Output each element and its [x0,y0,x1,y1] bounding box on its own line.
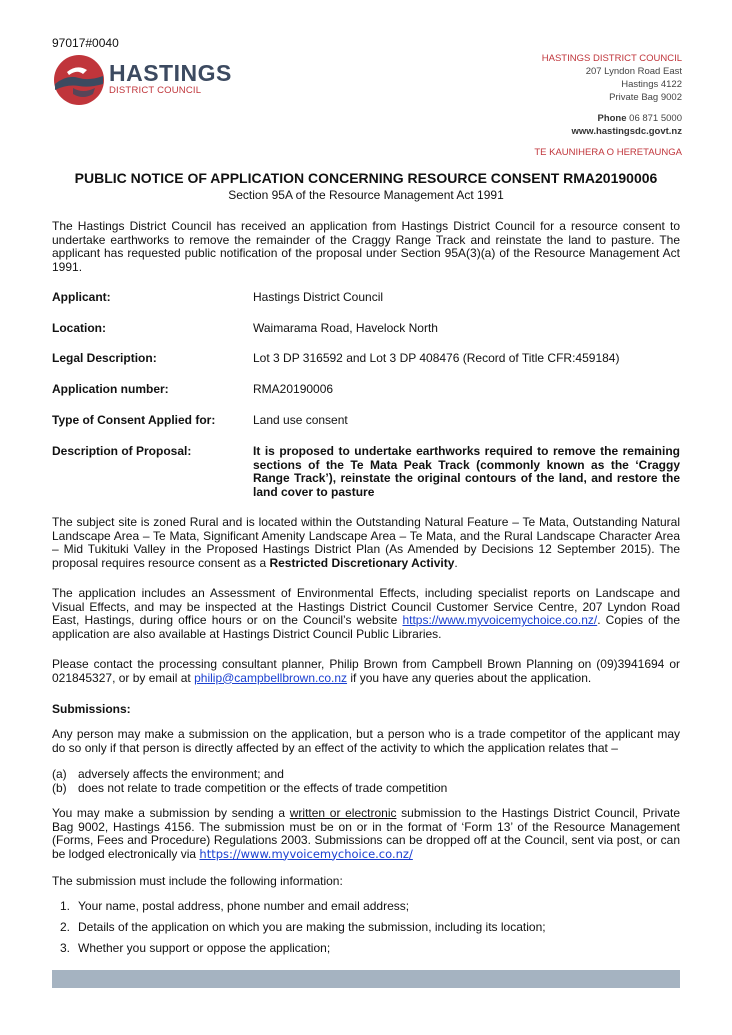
notice-subtitle: Section 95A of the Resource Management Act 1991 [228,188,504,202]
list-text: does not relate to trade competition or the effects of trade competition [78,781,448,795]
list-text: Details of the application on which you are making the submission, including its location; [78,920,546,934]
address-org: HASTINGS DISTRICT COUNCIL [541,53,682,64]
activity-status: Restricted Discretionary Activity [269,555,455,570]
how-text: submission to the Hastings District Council, Private Bag 9002, Hastings 4156. The submission must be on or in the format of ‘Form 13’ of the Resource Management (Forms, Fees and Procedure) Regulations 2003. Submissions can be dropped off at the Council, sent via post, or can be lodged electronically via [52,806,681,861]
field-label: Application number: [52,382,169,396]
field-value: Land use consent [253,413,348,427]
field-value: It is proposed to undertake earthworks required to remove the remaining sections of the Te Mata Peak Track (commonly known as the ‘Craggy Range Track’), reinstate the original contours of the land, and restore the land cover to pasture [253,444,680,499]
address-phone [534,112,682,125]
logo-name: HASTINGS [109,60,232,86]
contact-end: if you have any queries about the application. [347,670,592,685]
website-text: www.hastingsdc.govt.nz [571,126,682,137]
notice-title: PUBLIC NOTICE OF APPLICATION CONCERNING RESOURCE CONSENT RMA20190006 [74,170,658,186]
field-label: Applicant: [52,290,111,304]
list-marker: 1. [60,899,71,913]
field-value: RMA20190006 [253,382,334,396]
list-marker: 2. [60,920,71,934]
phone-label: Phone [597,113,627,124]
address-website [534,125,682,138]
footer-bar [52,970,680,988]
inspection-end: . Copies of the application are also available at Hastings District Council Public Libraries. [52,613,680,641]
list-text: Your name, postal address, phone number and email address; [78,899,410,913]
inspection-text: The application includes an Assessment of Environmental Effects, including specialist reports on Landscape and Visual Effects, and may be inspected at the Hastings District Council Customer Service Centre, 207 Lyndon Road East, Hastings, during office hours or on the Council’s website [52,586,680,627]
field-label: Legal Description: [52,351,157,365]
list-marker: 3. [60,941,71,955]
website-link[interactable]: https://www.myvoicemychoice.co.nz/ [402,613,598,627]
field-value: Waimarama Road, Havelock North [253,321,438,335]
list-text: adversely affects the environment; and [78,767,284,781]
list-text: Whether you support or oppose the application; [78,941,331,955]
hastings-logo-icon [53,54,105,106]
inspection-paragraph [52,587,680,641]
zoning-end: . [454,555,458,570]
how-underline: written or electronic [289,806,397,820]
list-marker: (b) [52,781,67,795]
field-label: Location: [52,321,106,335]
how-to-submit-paragraph [52,807,680,861]
email-link[interactable]: philip@campbellbrown.co.nz [194,670,348,685]
council-logo [53,53,253,109]
zoning-paragraph [52,516,680,570]
list-marker: (a) [52,767,67,781]
submissions-heading: Submissions: [52,702,131,716]
website-link[interactable]: https://www.myvoicemychoice.co.nz/ [199,846,413,861]
how-pre: You may make a submission by sending a [52,806,290,820]
field-value: Lot 3 DP 316592 and Lot 3 DP 408476 (Record of Title CFR:459184) [253,351,620,365]
council-address-block [534,52,682,159]
must-include-paragraph: The submission must include the following information: [52,874,343,888]
address-line: 207 Lyndon Road East [585,66,682,77]
document-reference: 97017#0040 [52,36,119,50]
address-line: Private Bag 9002 [609,92,682,103]
contact-paragraph [52,658,680,685]
phone-number: 06 871 5000 [629,113,682,124]
zoning-text: The subject site is zoned Rural and is located within the Outstanding Natural Feature – Te Mata, Outstanding Natural Landscape Area – Te Mata, Significant Amenity Landscape Area – Te Mata, and the Rural Landscape Character Area – Mid Tukituki Valley in the Proposed Hastings District Plan (As Amended by Decisions 12 September 2015). The proposal requires resource consent as a [52,515,680,570]
address-line: Hastings 4122 [621,79,682,90]
intro-paragraph: The Hastings District Council has received an application from Hastings District Council for a resource consent to undertake earthworks to remove the remainder of the Craggy Range Track and reinstate the land to pasture. The applicant has requested public notification of the proposal under Section 95A(3)(a) of the Resource Management Act 1991. [52,219,680,274]
trade-competitor-paragraph: Any person may make a submission on the application, but a person who is a trade competitor of the applicant may do so only if that person is directly affected by an effect of the activity to which the application relates that – [52,727,680,755]
field-label: Description of Proposal: [52,444,192,458]
contact-text: Please contact the processing consultant planner, Philip Brown from Campbell Brown Planning on (09)3941694 or 021845327, or by email at [52,657,680,685]
address-maori-name: TE KAUNIHERA O HERETAUNGA [534,147,682,158]
field-label: Type of Consent Applied for: [52,413,216,427]
field-value: Hastings District Council [253,290,384,304]
logo-subtitle: DISTRICT COUNCIL [109,85,202,96]
